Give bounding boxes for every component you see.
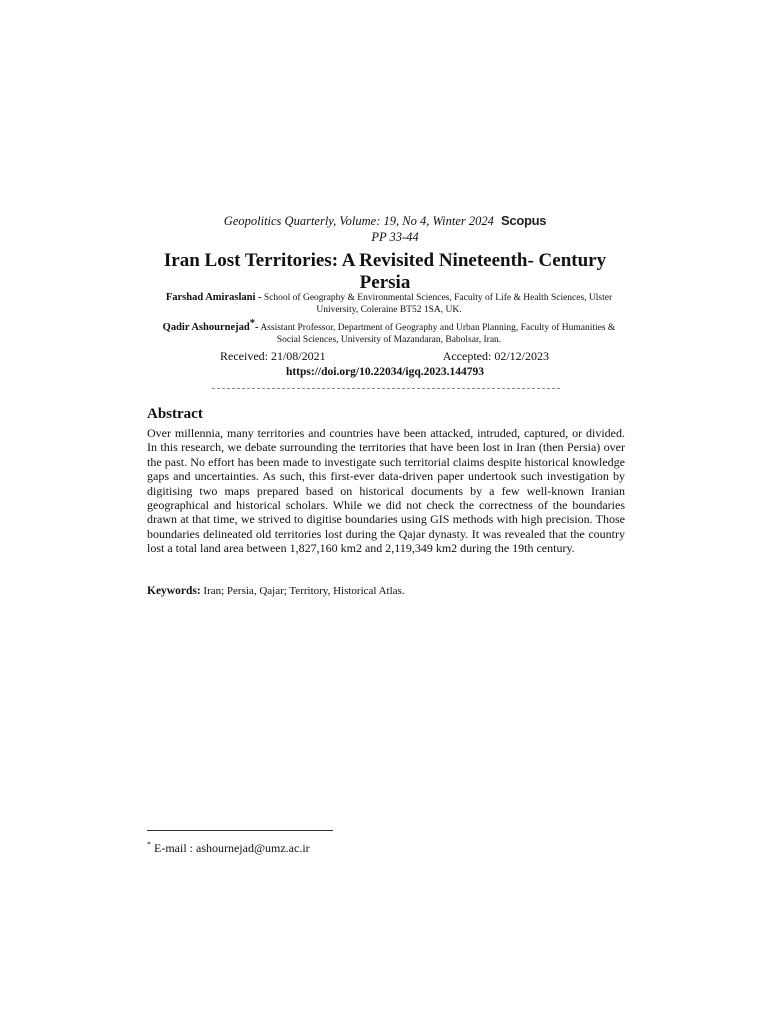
abstract-text: Over millennia, many territories and countries have been attacked, intruded, captured, or divided. In this research, we debate surrounding the territories that have been lost in Iran (then Persia) over the past. No effort has been made to investigate such territorial claims despite historical knowledge gaps and uncertainties. As such, this first-ever data-driven paper undertook such investigation by digitising two maps prepared based on historical documents by a few well-known Iranian geographical and historical scholars. While we did not check the correctness of the boundaries drawn at that time, we strived to digitise boundaries using GIS methods with high precision. Those boundaries delineated old territories lost during the Qajar dynasty. It was revealed that the country lost a total land area between 1,827,160 km2 and 2,119,349 km2 during the 19th century. bbox=[147, 426, 625, 556]
journal-citation: Geopolitics Quarterly, Volume: 19, No 4, Winter 2024 bbox=[223, 214, 494, 228]
footnote bbox=[147, 838, 310, 855]
submission-dates bbox=[220, 349, 552, 364]
scopus-logo: Scopus bbox=[501, 213, 547, 228]
keywords-text: Iran; Persia, Qajar; Territory, Historical Atlas. bbox=[203, 585, 405, 597]
paper-title: Iran Lost Territories: A Revisited Nineteenth- Century Persia bbox=[163, 250, 607, 293]
author-name: Qadir Ashournejad bbox=[162, 322, 250, 334]
section-divider bbox=[212, 388, 560, 389]
received-date: Received: 21/08/2021 bbox=[220, 349, 326, 363]
footnote-email: E-mail : ashournejad@umz.ac.ir bbox=[154, 841, 310, 855]
author-name: Farshad Amiraslani - bbox=[165, 292, 262, 303]
author-dash: - bbox=[254, 322, 259, 334]
author-affiliation: Assistant Professor, Department of Geography and Urban Planning, Faculty of Humanities & Social Sciences, University of Mazandaran, Babolsar, Iran. bbox=[260, 323, 616, 346]
footnote-rule bbox=[147, 830, 333, 831]
footnote-marker: * bbox=[147, 840, 151, 849]
accepted-date: Accepted: 02/12/2023 bbox=[442, 349, 549, 363]
author-block-1 bbox=[150, 292, 628, 316]
page-range: PP 33-44 bbox=[371, 230, 419, 244]
author-block-2 bbox=[150, 318, 628, 346]
abstract-heading: Abstract bbox=[147, 406, 203, 422]
corresponding-marker: * bbox=[249, 318, 255, 329]
keywords-label: Keywords: bbox=[147, 585, 201, 597]
journal-header bbox=[0, 213, 770, 245]
author-affiliation: School of Geography & Environmental Sciences, Faculty of Life & Health Sciences, Ulster University, Coleraine BT52 1SA, UK. bbox=[263, 293, 613, 315]
doi-link[interactable]: https://doi.org/10.22034/igq.2023.144793 bbox=[285, 366, 485, 378]
keywords-line bbox=[147, 584, 625, 598]
